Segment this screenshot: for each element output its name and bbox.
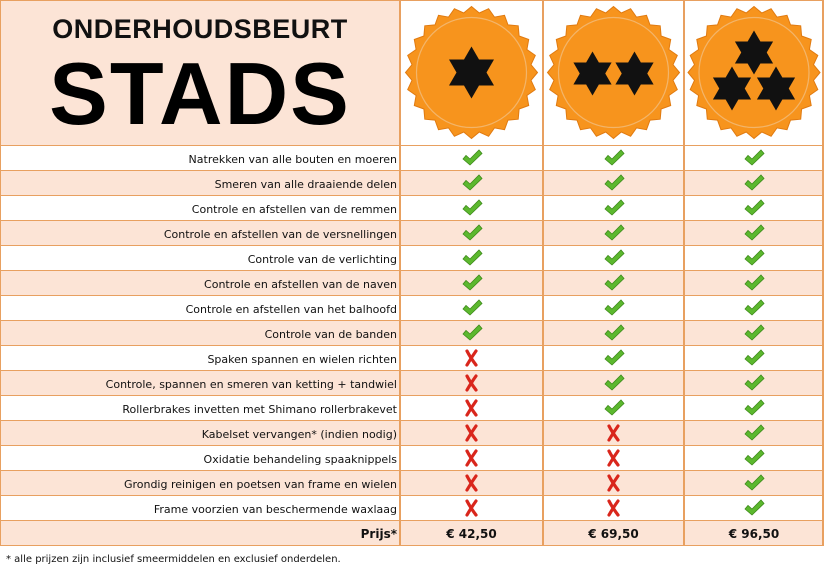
check-icon <box>603 347 625 369</box>
grid-line <box>0 145 824 146</box>
cross-icon <box>461 372 483 394</box>
price-value-tier-2: € 69,50 <box>588 527 639 541</box>
title-small: ONDERHOUDSBEURT <box>52 14 348 44</box>
check-icon <box>603 297 625 319</box>
check-icon <box>743 297 765 319</box>
check-icon <box>603 322 625 344</box>
cross-icon <box>603 472 625 494</box>
feature-label: Controle en afstellen van de versnellingen <box>163 228 397 241</box>
feature-label: Spaken spannen en wielen richten <box>207 353 397 366</box>
check-icon <box>743 372 765 394</box>
check-icon <box>603 147 625 169</box>
check-icon <box>743 197 765 219</box>
feature-label: Grondig reinigen en poetsen van frame en wielen <box>123 478 397 491</box>
feature-label: Controle en afstellen van de remmen <box>191 203 397 216</box>
check-icon <box>461 222 483 244</box>
tier-badge-cell-1 <box>400 0 543 145</box>
cross-icon <box>461 472 483 494</box>
check-icon <box>461 197 483 219</box>
check-icon <box>603 247 625 269</box>
grid-line <box>0 245 824 246</box>
star-badge-icon <box>400 0 543 145</box>
grid-line <box>0 0 1 546</box>
check-icon <box>743 397 765 419</box>
check-icon <box>743 322 765 344</box>
check-icon <box>603 272 625 294</box>
cross-icon <box>603 447 625 469</box>
tier-badge-cell-3 <box>684 0 824 145</box>
check-icon <box>743 222 765 244</box>
grid-line <box>0 420 824 421</box>
check-icon <box>743 447 765 469</box>
tier-badge-cell-2 <box>543 0 684 145</box>
check-icon <box>603 222 625 244</box>
grid-line <box>683 0 685 546</box>
title-cell <box>0 0 400 145</box>
check-icon <box>603 197 625 219</box>
check-icon <box>461 247 483 269</box>
check-icon <box>743 172 765 194</box>
star-badge-icon <box>543 0 684 145</box>
grid-line <box>0 170 824 171</box>
grid-line <box>542 0 544 546</box>
check-icon <box>461 147 483 169</box>
grid-line <box>0 520 824 521</box>
cross-icon <box>461 397 483 419</box>
grid-line <box>0 345 824 346</box>
cross-icon <box>461 422 483 444</box>
title-large: STADS <box>49 44 351 143</box>
check-icon <box>603 397 625 419</box>
cross-icon <box>461 347 483 369</box>
cross-icon <box>461 447 483 469</box>
cross-icon <box>461 497 483 519</box>
feature-label: Controle van de verlichting <box>247 253 397 266</box>
grid-line <box>399 0 401 546</box>
check-icon <box>461 322 483 344</box>
check-icon <box>743 497 765 519</box>
check-icon <box>743 147 765 169</box>
feature-label: Controle en afstellen van de naven <box>204 278 397 291</box>
feature-label: Controle van de banden <box>264 328 397 341</box>
check-icon <box>461 297 483 319</box>
grid-line <box>0 220 824 221</box>
grid-line <box>0 370 824 371</box>
cross-icon <box>603 422 625 444</box>
check-icon <box>743 422 765 444</box>
feature-label: Frame voorzien van beschermende waxlaag <box>153 503 397 516</box>
price-value-tier-3: € 96,50 <box>728 527 780 541</box>
check-icon <box>743 472 765 494</box>
check-icon <box>603 372 625 394</box>
feature-label: Kabelset vervangen* (indien nodig) <box>201 428 397 441</box>
grid-line <box>0 270 824 271</box>
star-badge-icon <box>684 0 824 145</box>
grid-line <box>0 470 824 471</box>
check-icon <box>743 247 765 269</box>
feature-label: Rollerbrakes invetten met Shimano rollerbrakevet <box>122 403 397 416</box>
grid-line <box>0 195 824 196</box>
feature-label: Controle en afstellen van het balhoofd <box>185 303 397 316</box>
grid-line <box>0 295 824 296</box>
check-icon <box>461 172 483 194</box>
grid-line <box>0 395 824 396</box>
feature-label: Smeren van alle draaiende delen <box>214 178 397 191</box>
grid-line <box>0 0 824 1</box>
cross-icon <box>603 497 625 519</box>
check-icon <box>743 347 765 369</box>
footnote: * alle prijzen zijn inclusief smeermiddelen en exclusief onderdelen. <box>6 554 341 565</box>
feature-label: Oxidatie behandeling spaaknippels <box>203 453 397 466</box>
grid-line <box>0 545 824 546</box>
grid-line <box>0 320 824 321</box>
price-label: Prijs* <box>360 527 397 541</box>
check-icon <box>461 272 483 294</box>
check-icon <box>603 172 625 194</box>
feature-label: Controle, spannen en smeren van ketting + tandwiel <box>105 378 397 391</box>
grid-line <box>0 445 824 446</box>
check-icon <box>743 272 765 294</box>
feature-label: Natrekken van alle bouten en moeren <box>188 153 397 166</box>
price-value-tier-1: € 42,50 <box>446 527 497 541</box>
grid-line <box>0 495 824 496</box>
